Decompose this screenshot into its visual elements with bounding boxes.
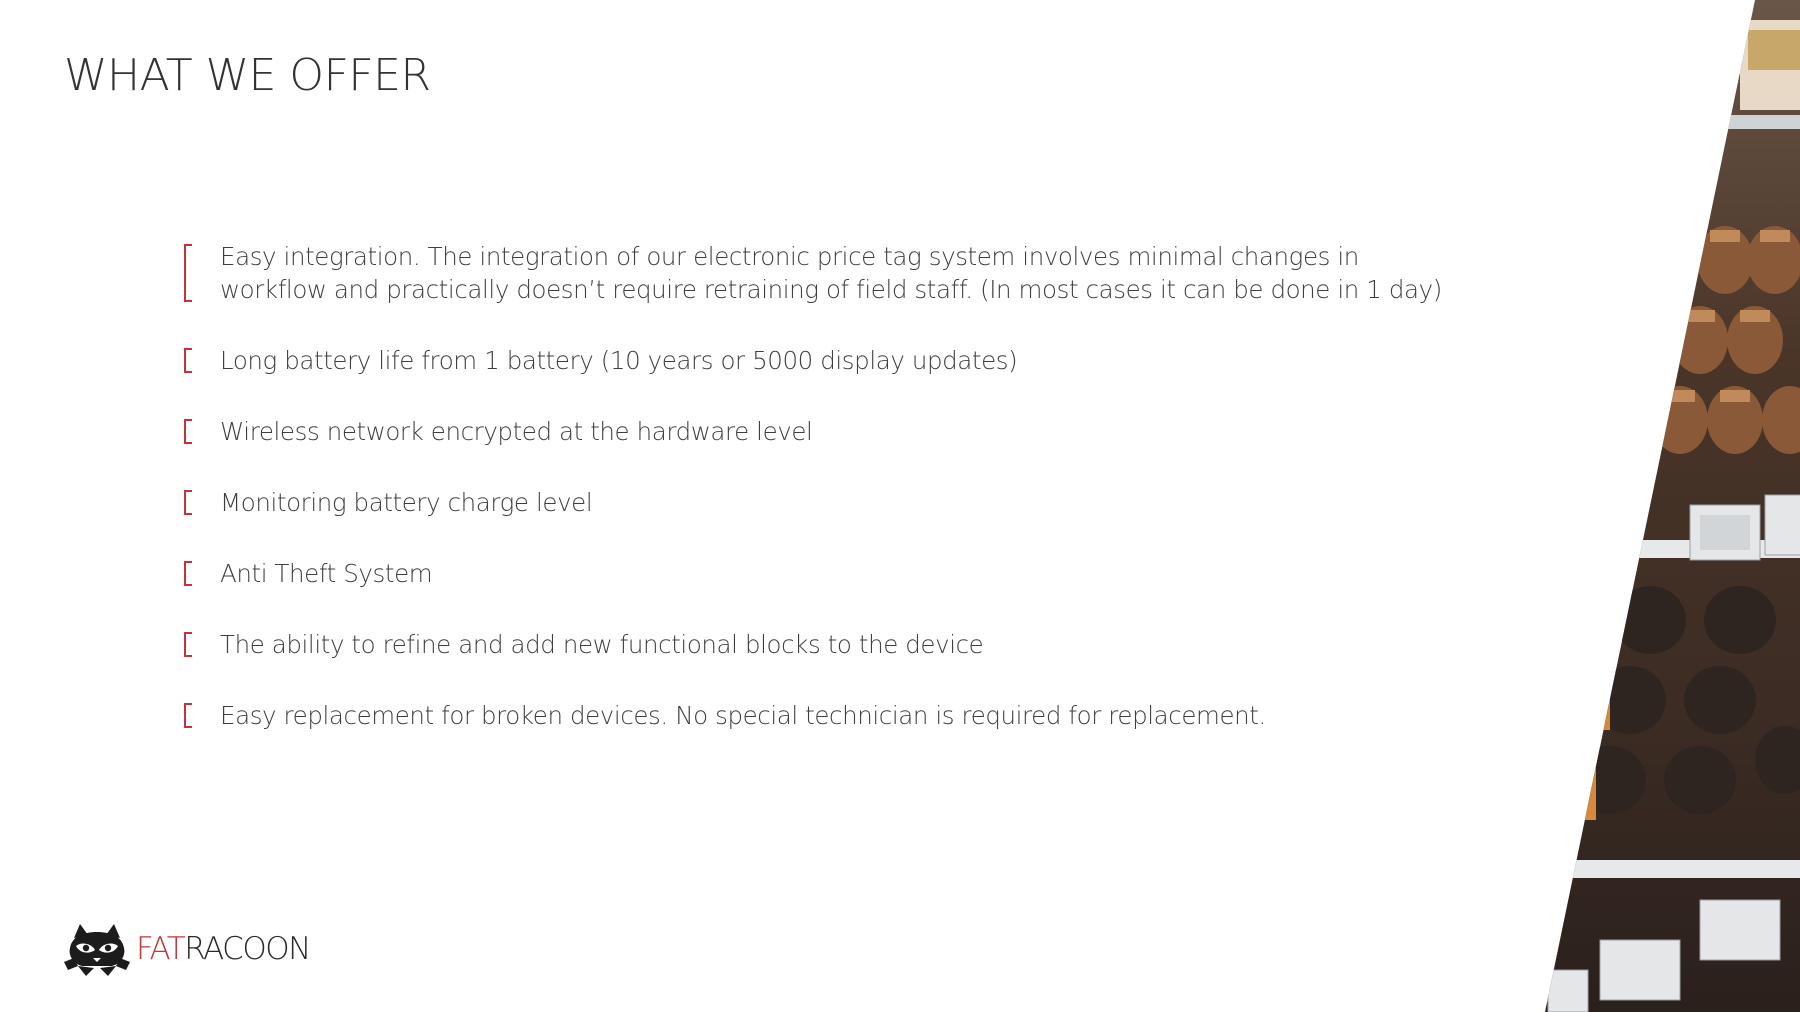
feature-item xyxy=(184,486,1454,519)
feature-item xyxy=(184,699,1454,732)
bracket-bullet-icon xyxy=(184,632,192,657)
logo-text-fat: FAT xyxy=(136,931,185,967)
feature-item xyxy=(184,344,1454,377)
feature-text: Wireless network encrypted at the hardware level xyxy=(220,417,813,446)
feature-text: Easy integration. The integration of our electronic price tag system involves minimal changes in workflow and practically doesn’t require retraining of field staff. (In most cases it can be done in 1 day) xyxy=(220,242,1442,304)
bracket-bullet-icon xyxy=(184,244,192,302)
feature-list xyxy=(184,240,1454,770)
feature-item xyxy=(184,628,1454,661)
bracket-bullet-icon xyxy=(184,703,192,728)
feature-text: Anti Theft System xyxy=(220,559,433,588)
logo-wordmark xyxy=(136,929,310,969)
feature-item xyxy=(184,240,1454,306)
feature-item xyxy=(184,557,1454,590)
feature-text: Monitoring battery charge level xyxy=(220,488,593,517)
bracket-bullet-icon xyxy=(184,419,192,444)
feature-text: Easy replacement for broken devices. No special technician is required for replacement. xyxy=(220,701,1266,730)
fatracoon-logo xyxy=(64,918,310,980)
feature-item xyxy=(184,415,1454,448)
bracket-bullet-icon xyxy=(184,348,192,373)
bracket-bullet-icon xyxy=(184,490,192,515)
bracket-bullet-icon xyxy=(184,561,192,586)
slide-title: WHAT WE OFFER xyxy=(64,50,431,101)
logo-text-racoon: RACOON xyxy=(184,931,310,967)
feature-text: The ability to refine and add new functional blocks to the device xyxy=(220,630,984,659)
feature-text: Long battery life from 1 battery (10 years or 5000 display updates) xyxy=(220,346,1018,375)
raccoon-icon xyxy=(64,922,130,976)
